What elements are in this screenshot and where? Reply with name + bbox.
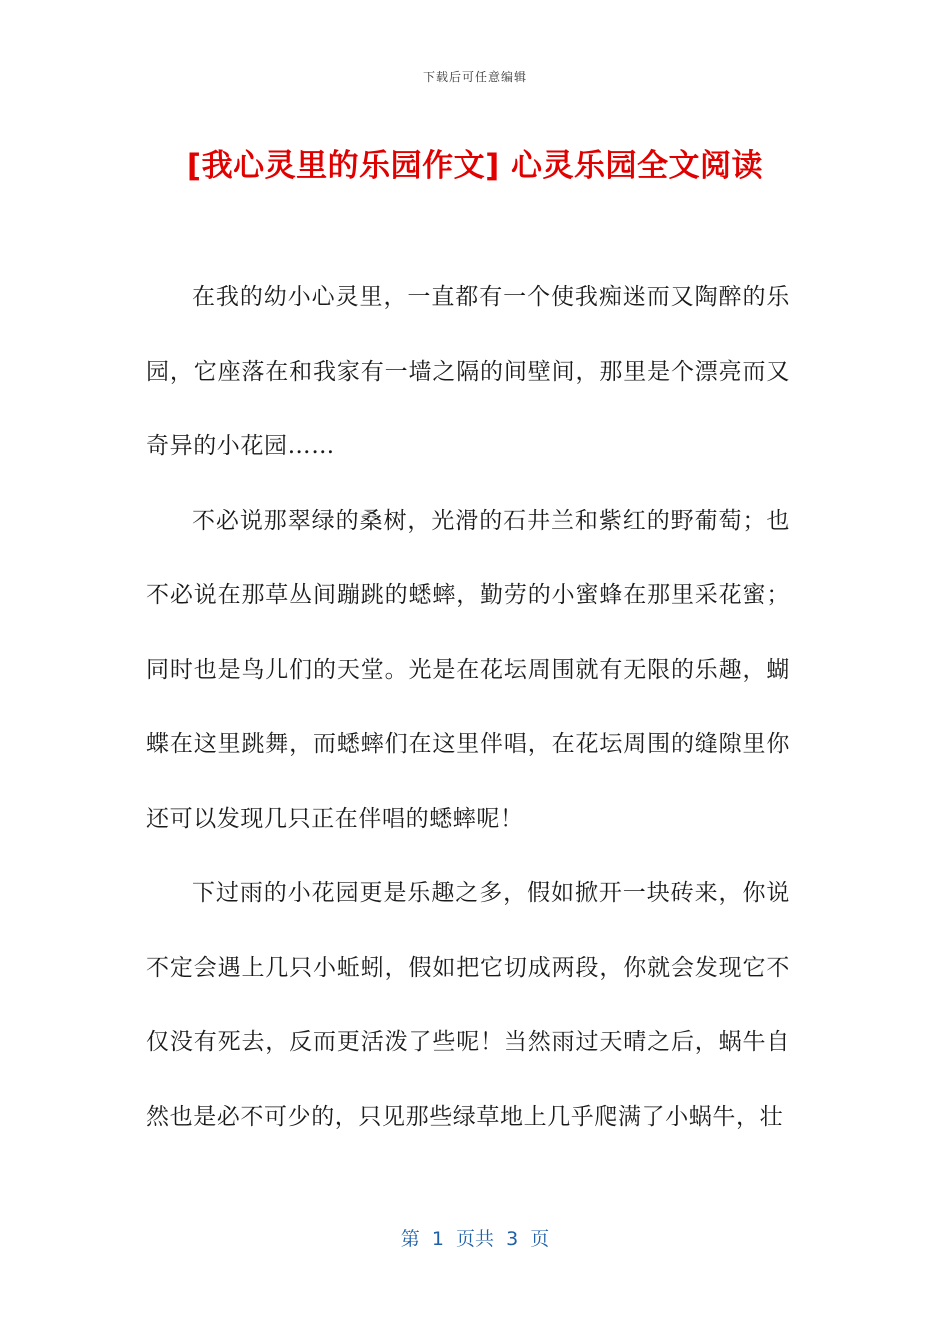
header-note: 下载后可任意编辑 (422, 70, 527, 84)
page-footer: 第 1 页共 3 页 (400, 1228, 550, 1250)
document-body (146, 260, 790, 1154)
paragraph: 下过雨的小花园更是乐趣之多，假如掀开一块砖来，你说不定会遇上几只小蚯蚓，假如把它切成两段，你就会发现它不仅没有死去，反而更活泼了些呢！当然雨过天晴之后，蜗牛自然也是必不可少的，只见那些绿草地上几乎爬满了小蜗牛，壮 (146, 880, 790, 1130)
document-title: [我心灵里的乐园作文] 心灵乐园全文阅读 (186, 148, 764, 184)
paragraph: 不必说那翠绿的桑树，光滑的石井兰和紫红的野葡萄；也不必说在那草丛间蹦跳的蟋蟀，勤劳的小蜜蜂在那里采花蜜；同时也是鸟儿们的天堂。光是在花坛周围就有无限的乐趣，蝴蝶在这里跳舞，而蟋蟀们在这里伴唱，在花坛周围的缝隙里你还可以发现几只正在伴唱的蟋蟀呢！ (146, 507, 790, 832)
paragraph: 在我的幼小心灵里，一直都有一个使我痴迷而又陶醉的乐园，它座落在和我家有一墙之隔的间壁间，那里是个漂亮而又奇异的小花园…… (146, 284, 790, 459)
